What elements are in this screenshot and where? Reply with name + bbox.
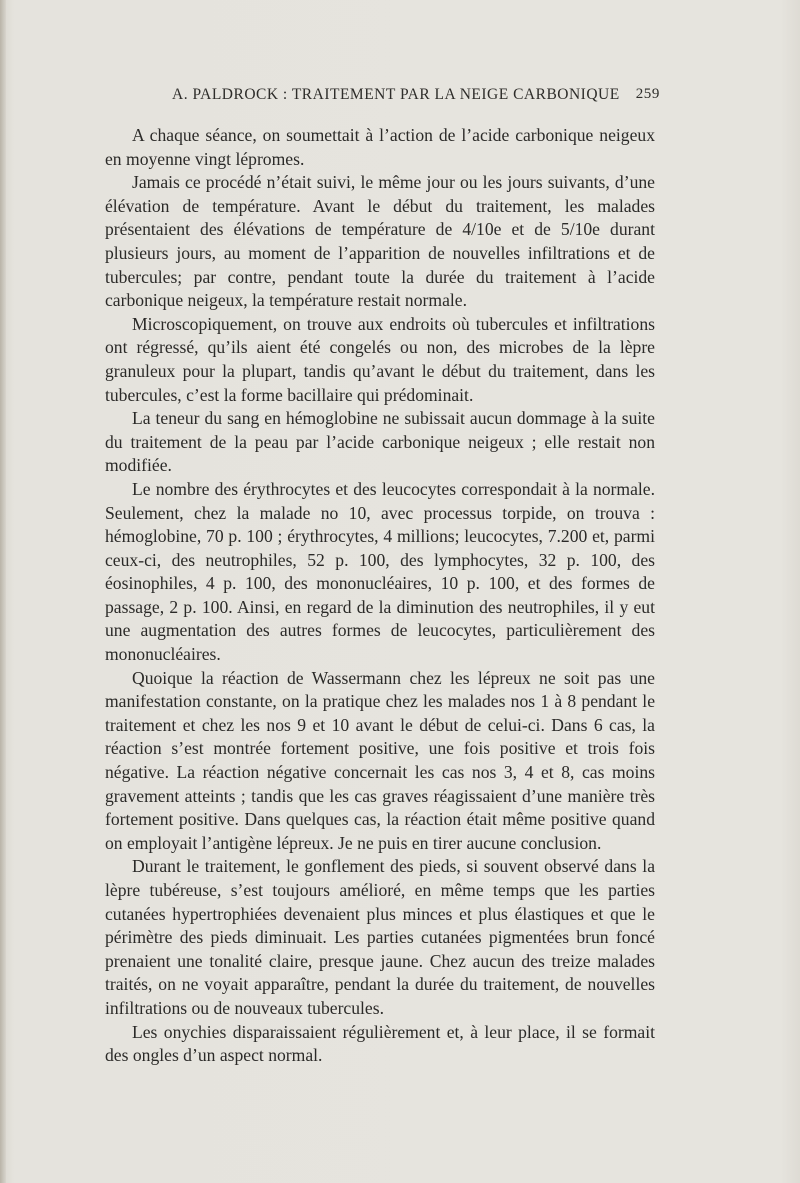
binding-edge bbox=[0, 0, 6, 1183]
paragraph: Quoique la réaction de Wassermann chez les lépreux ne soit pas une manifestation constante, on la pratique chez les malades nos 1 à 8 pendant le traitement et chez les nos 9 et 10 avant le début de celui-ci. Dans 6 cas, la réaction s’est montrée fortement positive, une fois positive et trois fois négative. La réaction négative concernait les cas nos 3, 4 et 8, cas moins gravement atteints ; tandis que les cas graves réagissaient d’une manière très fortement positive. Dans quelques cas, la réaction était même positive quand on employait l’antigène lépreux. Je ne puis en tirer aucune conclusion. bbox=[105, 667, 655, 853]
paragraph: Durant le traitement, le gonflement des pieds, si souvent observé dans la lèpre tubéreuse, s’est toujours amélioré, en même temps que les parties cutanées hypertrophiées devenaient plus minces et plus élastiques et que le périmètre des pieds diminuait. Les parties cutanées pigmentées brun foncé prenaient une tonalité claire, presque jaune. Chez aucun des treize malades traités, on ne voyait apparaître, pendant la durée du traitement, de nouvelles infiltrations ou de nouveaux tubercules. bbox=[105, 856, 655, 1018]
page-number: 259 bbox=[635, 86, 660, 102]
body-text bbox=[105, 124, 655, 1068]
paragraph: A chaque séance, on soumettait à l’action de l’acide carbonique neigeux en moyenne vingt lépromes. bbox=[105, 125, 655, 169]
paragraph: Microscopiquement, on trouve aux endroits où tubercules et infiltrations ont régressé, qu’ils aient été congelés ou non, des microbes de la lèpre granuleux pour la plupart, tandis qu’avant le début du traitement, dans les tubercules, c’est la forme bacillaire qui prédominait. bbox=[105, 313, 655, 405]
paragraph: La teneur du sang en hémoglobine ne subissait aucun dommage à la suite du traitement de la peau par l’acide carbonique neigeux ; elle restait non modifiée. bbox=[105, 408, 655, 476]
paragraph: Les onychies disparaissaient régulièrement et, à leur place, il se formait des ongles d’un aspect normal. bbox=[105, 1021, 655, 1066]
paragraph: Le nombre des érythrocytes et des leucocytes correspondait à la normale. Seulement, chez la malade no 10, avec processus torpide, on trouva : hémoglobine, 70 p. 100 ; érythrocytes, 4 millions; leucocytes, 7.200 et, parmi ceux-ci, des neutrophiles, 52 p. 100, des lymphocytes, 32 p. 100, des éosinophiles, 4 p. 100, des mononucléaires, 10 p. 100, et des formes de passage, 2 p. 100. Ainsi, en regard de la diminution des neutrophiles, il y eut une augmentation des autres formes de leucocytes, particulièrement des mononucléaires. bbox=[105, 478, 655, 665]
page-header bbox=[100, 86, 660, 110]
paragraph: Jamais ce procédé n’était suivi, le même jour ou les jours suivants, d’une élévation de température. Avant le début du traitement, les malades présentaient des élévations de température de 4/10e et de 5/10e durant plusieurs jours, au moment de l’apparition de nouvelles infiltrations et de tubercules; par contre, pendant toute la durée du traitement à l’acide carbonique neigeux, la température restait normale. bbox=[105, 172, 655, 311]
running-head: A. PALDROCK : TRAITEMENT PAR LA NEIGE CARBONIQUE bbox=[172, 86, 620, 103]
